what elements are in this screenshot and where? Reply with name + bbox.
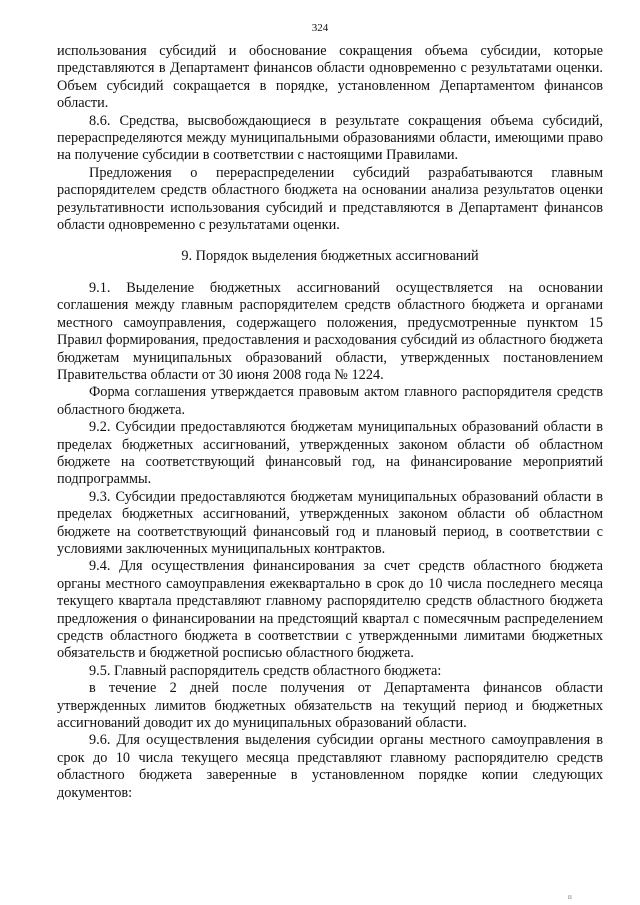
paragraph-9-1: 9.1. Выделение бюджетных ассигнований осуществляется на основании соглашения между главным распорядителем средств областного бюджета и органами местного самоуправления, содержащего положения, предусмотренные пунктом 15 Правил формирования, предоставления и расходования субсидий из областного бюджета бюджетам муниципальных образований области, утвержденных постановлением Правительства области от 30 июня 2008 года № 1224. bbox=[57, 279, 603, 383]
page-number: 324 bbox=[311, 22, 329, 34]
paragraph-9-2: 9.2. Субсидии предоставляются бюджетам муниципальных образований области в пределах бюджетных ассигнований, утвержденных законом области об областном бюджете на соответствующий финансовый год, на финансирование мероприятий подпрограммы. bbox=[57, 419, 603, 488]
paragraph-9-5-item: в течение 2 дней после получения от Департамента финансов области утвержденных лимитов бюджетных обязательств на текущий период и бюджетных ассигнований доводит их до муниципальных образований области. bbox=[57, 680, 603, 732]
paragraph-redistribution-proposals: Предложения о перераспределении субсидий разрабатываются главным распорядителем средств областного бюджета на основании анализа результатов оценки результативности использования субсидий и представляются в Департамент финансов области одновременно с результатами оценки. bbox=[57, 164, 603, 234]
paragraph-9-4: 9.4. Для осуществления финансирования за счет средств областного бюджета органы местного самоуправления ежеквартально в срок до 10 числа последнего месяца текущего квартала представляют главному распорядителю средств областного бюджета предложения о финансировании на предстоящий квартал с помесячным распределением средств областного бюджета в соответствии с утвержденными лимитами бюджетных обязательств и бюджетной росписью областного бюджета. bbox=[57, 558, 603, 662]
corner-mark: п bbox=[568, 893, 572, 901]
paragraph-9-5: 9.5. Главный распорядитель средств областного бюджета: bbox=[89, 662, 442, 679]
document-body bbox=[57, 43, 603, 802]
paragraph-9-6: 9.6. Для осуществления выделения субсидии органы местного самоуправления в срок до 10 числа текущего месяца представляют главному распорядителю средств областного бюджета заверенные в установленном порядке копии следующих документов: bbox=[57, 732, 603, 801]
paragraph-continuation: использования субсидий и обоснование сокращения объема субсидии, которые представляются в Департамент финансов области одновременно с результатами оценки. Объем субсидий сокращается в порядке, установленном Департаментом финансов области. bbox=[57, 43, 603, 112]
paragraph-9-3: 9.3. Субсидии предоставляются бюджетам муниципальных образований области в пределах бюджетных ассигнований, утвержденных законом области об областном бюджете на соответствующий финансовый год и плановый период, в соответствии с условиями заключенных муниципальных контрактов. bbox=[57, 488, 603, 557]
paragraph-agreement-form: Форма соглашения утверждается правовым актом главного распорядителя средств областного бюджета. bbox=[57, 384, 603, 418]
section-heading: 9. Порядок выделения бюджетных ассигнований bbox=[181, 248, 479, 265]
paragraph-8-6: 8.6. Средства, высвобождающиеся в результате сокращения объема субсидий, перераспределяются между муниципальными образованиями области, имеющими право на получение субсидии в соответствии с настоящими Правилами. bbox=[57, 112, 603, 164]
